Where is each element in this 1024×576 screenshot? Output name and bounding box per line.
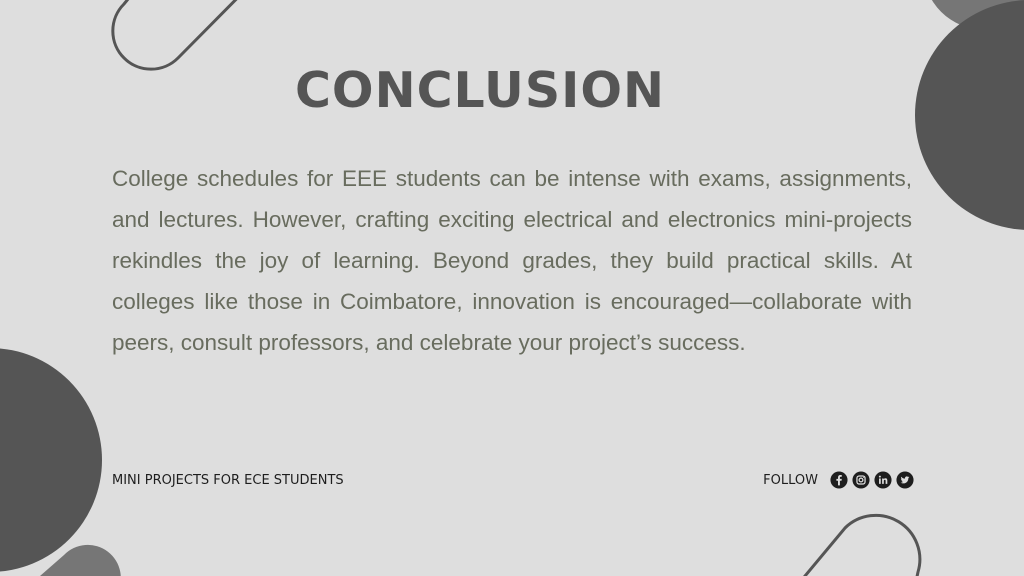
capsule-outline-top-left <box>113 0 275 69</box>
footer-caption: MINI PROJECTS FOR ECE STUDENTS <box>112 473 344 488</box>
page-title: CONCLUSION <box>294 62 666 119</box>
footer-follow <box>763 471 914 489</box>
linkedin-icon[interactable] <box>874 471 892 489</box>
follow-label: FOLLOW <box>763 472 818 488</box>
conclusion-paragraph: College schedules for EEE students can be intense with exams, assignments, and lectures. However, crafting exciting electrical and electronics mini-projects rekindles the joy of learning. Beyond grades, they build practical skills. At colleges like those in Coimbatore, innovation is encouraged—collaborate with peers, consult professors, and celebrate your project’s success. <box>112 166 912 355</box>
facebook-icon[interactable] <box>830 471 848 489</box>
twitter-icon[interactable] <box>896 471 914 489</box>
circle-bottom-left-dark <box>0 348 102 572</box>
instagram-icon[interactable] <box>852 471 870 489</box>
capsule-outline-bottom-right <box>785 515 920 576</box>
